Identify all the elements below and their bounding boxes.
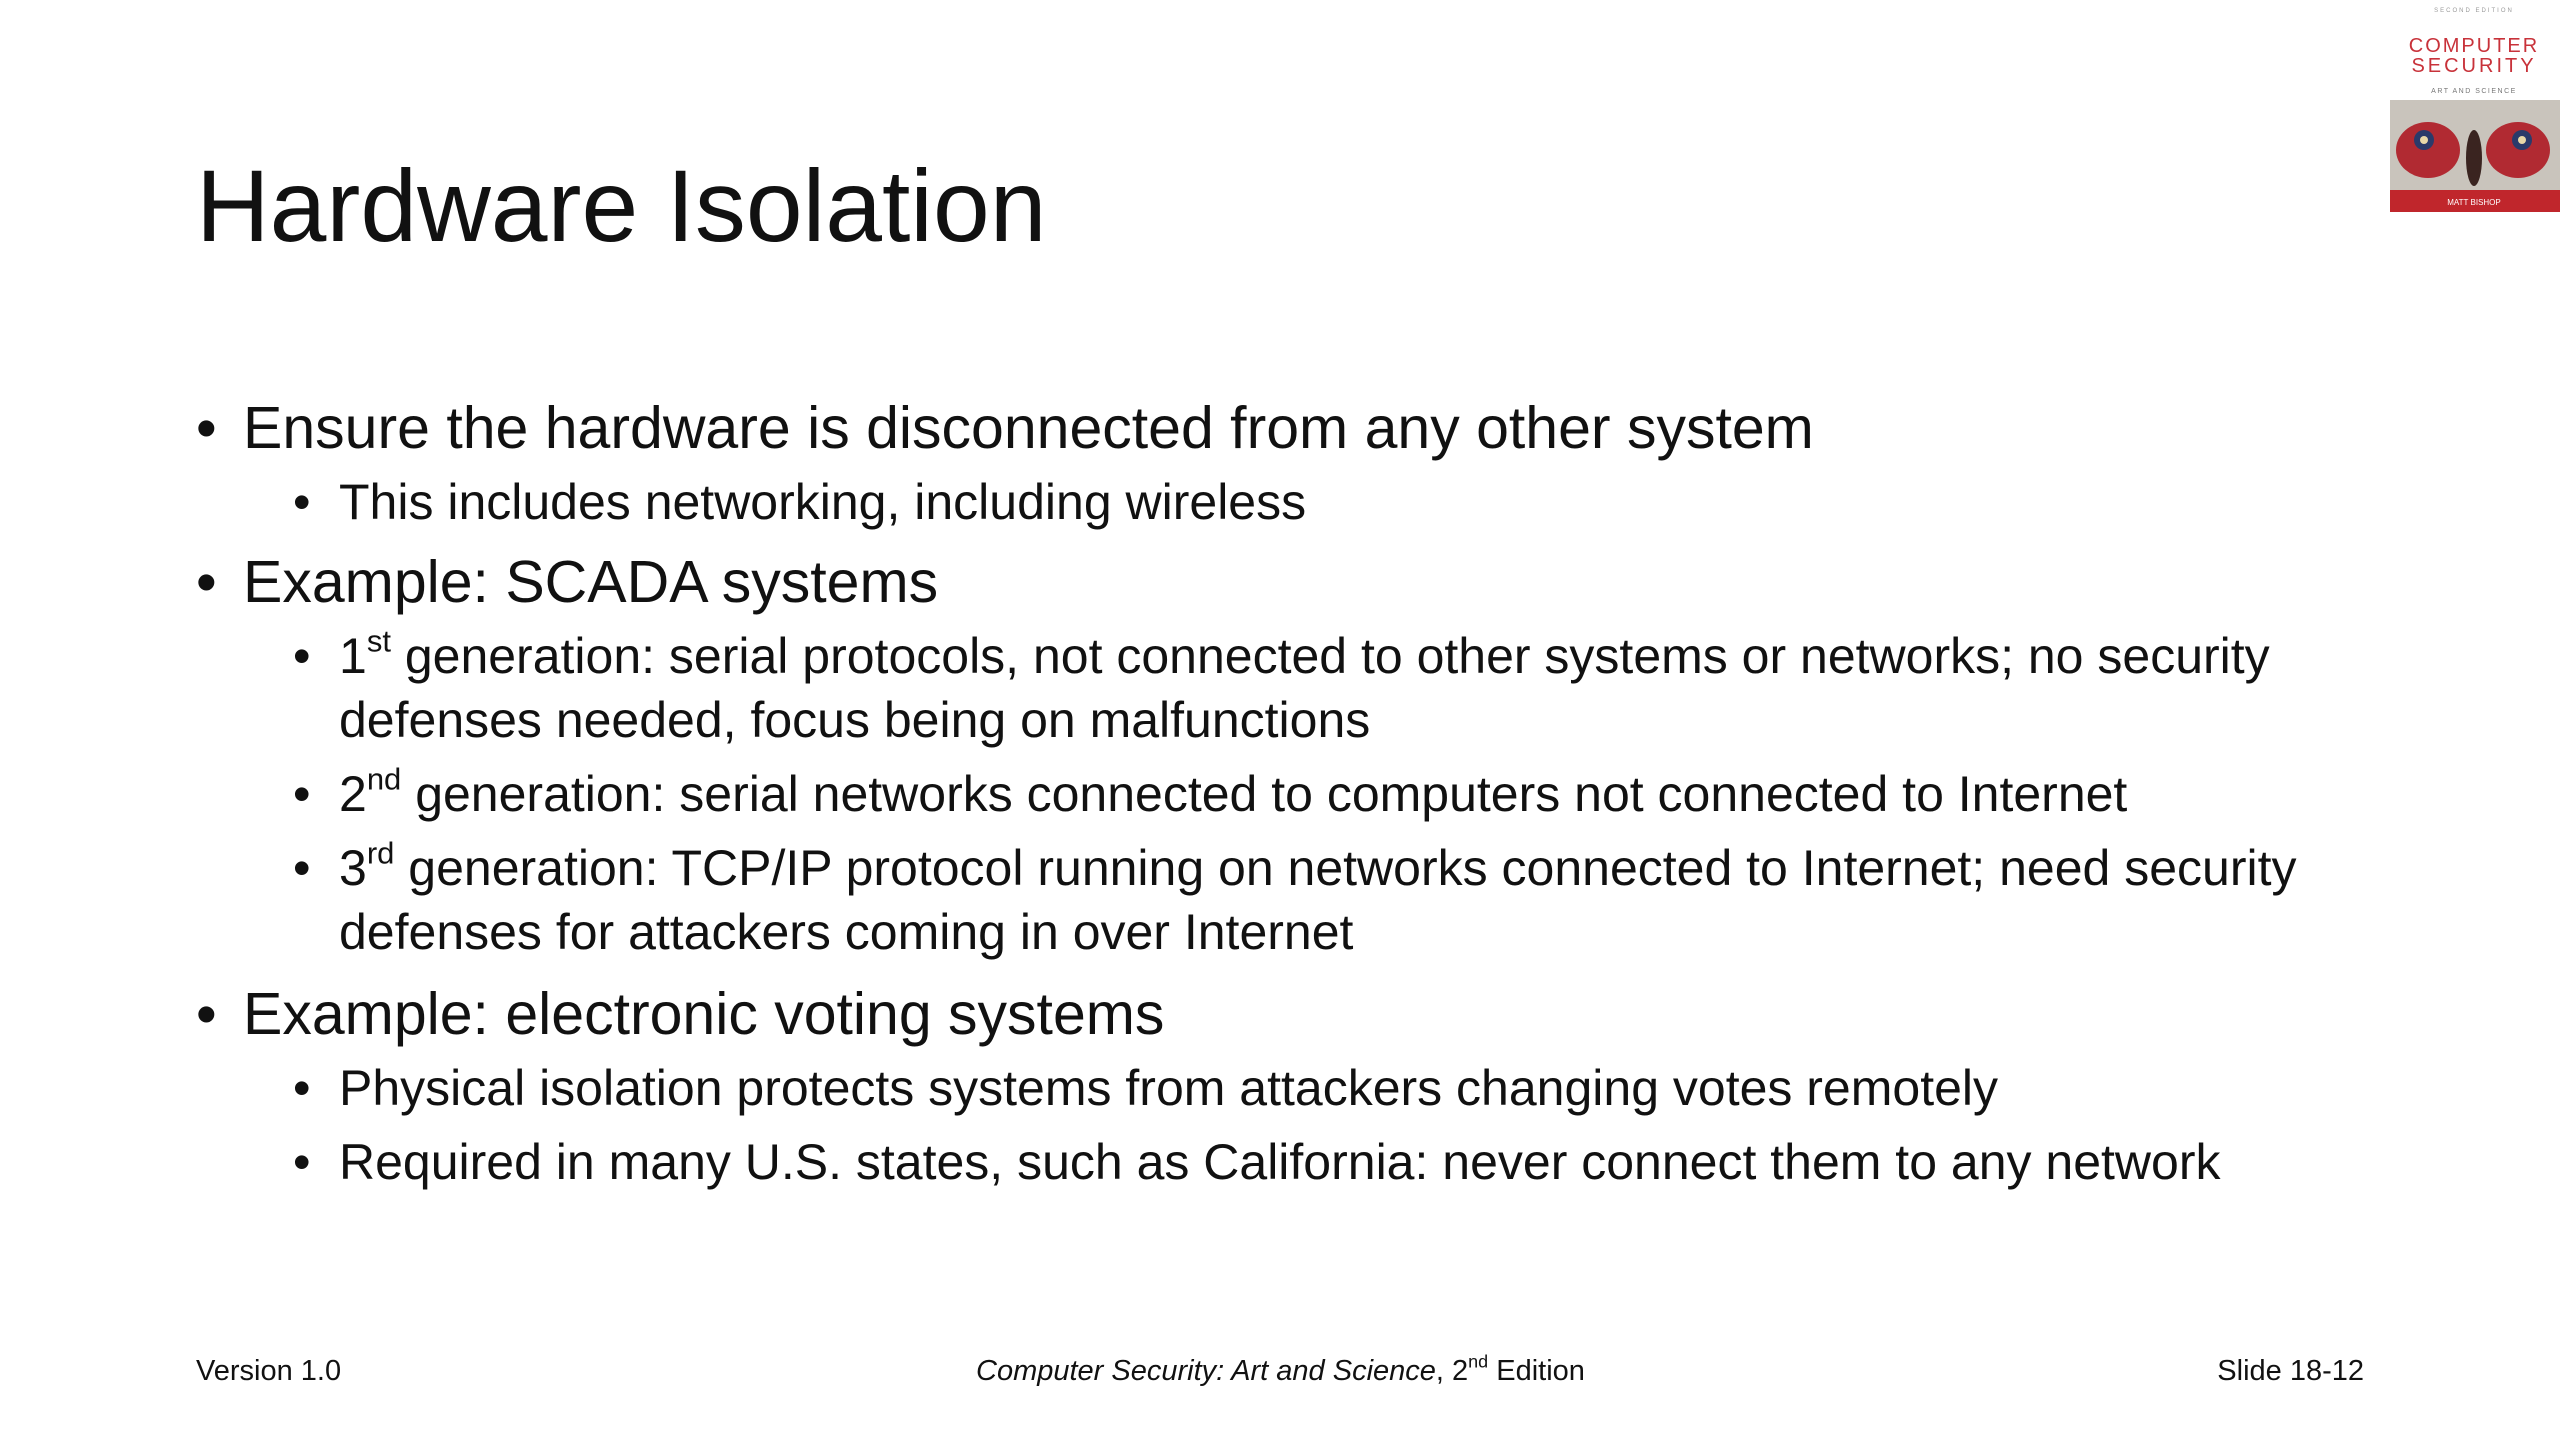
cover-title-line2: SECURITY	[2411, 55, 2537, 77]
book-cover-image	[2388, 0, 2560, 222]
footer-slide-number: Slide 18-12	[2217, 1355, 2364, 1387]
sub-bullet-item	[293, 835, 2396, 964]
cover-top-text: SECOND EDITION	[2434, 8, 2514, 14]
sub-bullet-item	[293, 1056, 2396, 1120]
footer-edition-prefix: , 2	[1435, 1355, 1469, 1387]
sub-bullet-text: 1	[339, 628, 367, 684]
sub-bullet-text: generation: serial networks connected to computers not connected to Internet	[401, 766, 2128, 822]
sub-bullet-text: generation: TCP/IP protocol running on networks connected to Internet; need security defenses for attackers coming in over Internet	[339, 840, 2297, 960]
sub-bullet-text: 3	[339, 840, 367, 896]
bullet-item: • Ensure the hardware is disconnected from any other system	[196, 392, 2396, 464]
footer-edition-suffix: nd	[1468, 1351, 1489, 1372]
footer-edition-word: Edition	[1488, 1355, 1585, 1387]
ordinal-suffix: rd	[366, 835, 395, 871]
sub-bullet-text: This includes networking, including wireless	[339, 474, 1307, 530]
cover-author: MATT BISHOP	[2447, 198, 2501, 207]
bullet-marker: •	[293, 1060, 311, 1116]
slide-title: Hardware Isolation	[196, 149, 1047, 263]
footer-book-title	[976, 1351, 1585, 1388]
bullet-marker: •	[293, 628, 311, 684]
bullet-marker: •	[293, 1134, 311, 1190]
bullet-item: • Example: SCADA systems	[196, 546, 2396, 618]
footer-version: Version 1.0	[196, 1355, 342, 1387]
footer-book-name: Computer Security: Art and Science	[976, 1355, 1436, 1387]
sub-bullet-item	[293, 470, 2396, 534]
sub-bullet-item	[293, 761, 2396, 826]
bullet-marker: •	[293, 474, 311, 530]
sub-bullet-item	[293, 623, 2396, 752]
bullet-marker: •	[293, 840, 311, 896]
ordinal-suffix: st	[366, 623, 391, 659]
cover-subtitle: ART AND SCIENCE	[2431, 88, 2517, 95]
bullet-marker: •	[293, 766, 311, 822]
sub-bullet-text: Required in many U.S. states, such as California: never connect them to any network	[339, 1134, 2221, 1190]
bullet-list	[196, 392, 2396, 1194]
sub-bullet-text: Physical isolation protects systems from attackers changing votes remotely	[339, 1060, 1999, 1116]
ordinal-suffix: nd	[366, 761, 402, 797]
cover-title-line1: COMPUTER	[2408, 35, 2540, 57]
bullet-item: • Example: electronic voting systems	[196, 978, 2396, 1050]
sub-bullet-item	[293, 1130, 2396, 1194]
sub-bullet-text: generation: serial protocols, not connected to other systems or networks; no security defenses needed, focus being on malfunctions	[339, 628, 2270, 748]
sub-bullet-text: 2	[339, 766, 367, 822]
